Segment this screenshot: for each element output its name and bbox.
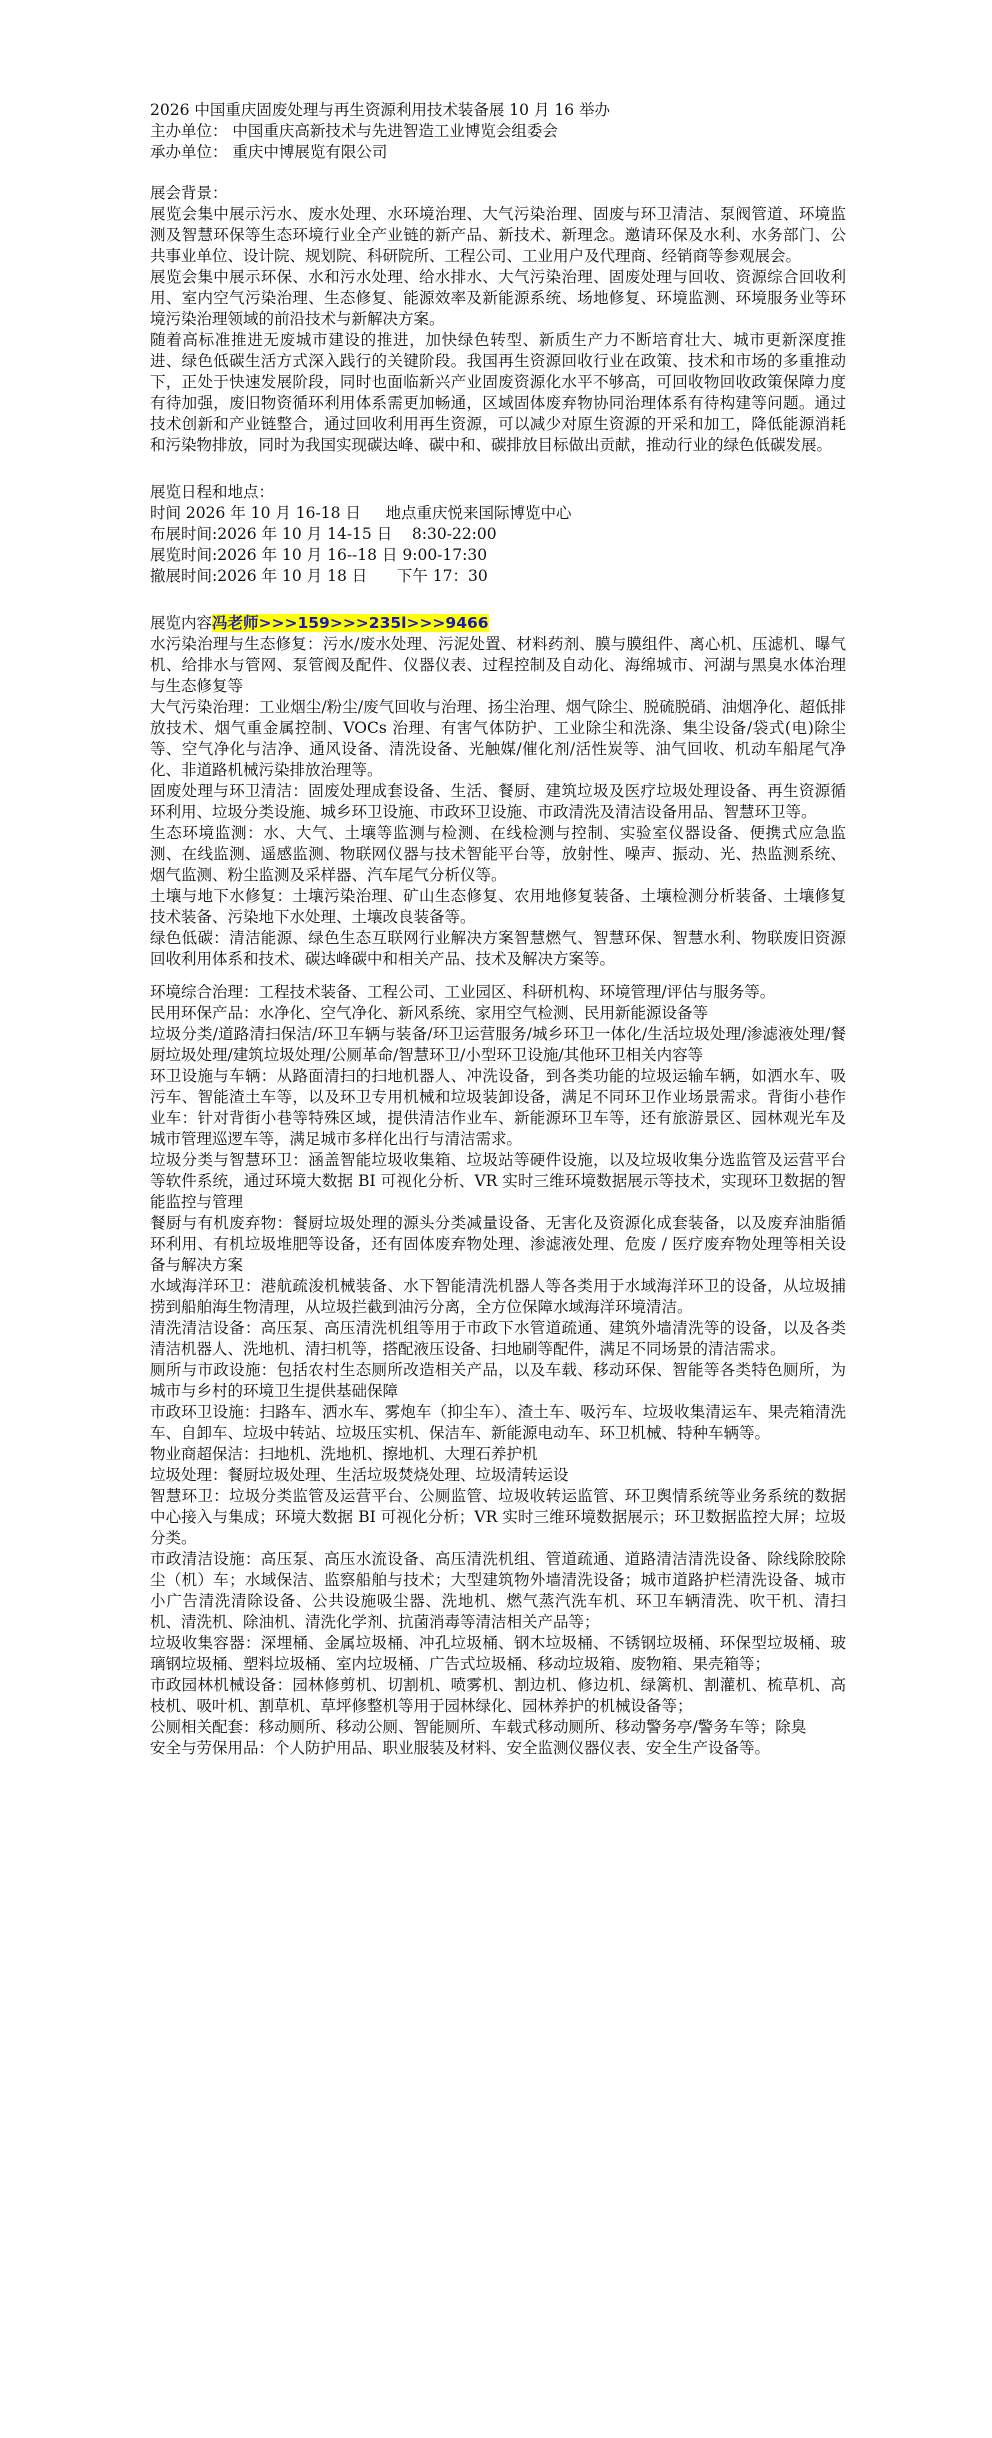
organizer-line: 主办单位： 中国重庆高新技术与先进智造工业博览会组委会 [150,122,558,140]
undertaker-line: 承办单位： 重庆中博展览有限公司 [150,143,388,161]
exhibit-item: 生态环境监测：水、大气、土壤等监测与检测、在线检测与控制、实验室仪器设备、便携式应急监测、在线监测、遥感监测、物联网仪器与技术智能平台等，放射性、噪声、振动、光、热监测系统、烟气监测、粉尘监测及采样器、汽车尾气分析仪等。 [150,824,846,884]
exhibits-heading-label: 展览内容 [150,614,213,632]
background-section [150,183,846,456]
exhibit-item: 物业商超保洁：扫地机、洗地机、擦地机、大理石养护机 [150,1445,538,1463]
exhibit-item: 清洗清洁设备：高压泵、高压清洗机组等用于市政下水管道疏通、建筑外墙清洗等的设备，以及各类清洁机器人、洗地机、清扫机等，搭配液压设备、扫地刷等配件，满足不同场景的清洁需求。 [150,1319,846,1358]
background-paragraph: 随着高标准推进无废城市建设的推进，加快绿色转型、新质生产力不断培育壮大、城市更新深度推进、绿色低碳生活方式深入践行的关键阶段。我国再生资源回收行业在政策、技术和市场的多重推动下，正处于快速发展阶段，同时也面临新兴产业固废资源化水平不够高，可回收物回收政策保障力度有待加强，废旧物资循环利用体系需更加畅通，区域固体废弃物协同治理体系有待构建等问题。通过技术创新和产业链整合，通过回收利用再生资源，可以减少对原生资源的开采和加工，降低能源消耗和污染物排放，同时为我国实现碳达峰、碳中和、碳排放目标做出贡献，推动行业的绿色低碳发展。 [150,331,846,454]
exhibit-item: 垃圾分类/道路清扫保洁/环卫车辆与装备/环卫运营服务/城乡环卫一体化/生活垃圾处理/渗滤液处理/餐厨垃圾处理/建筑垃圾处理/公厕革命/智慧环卫/小型环卫设施/其他环卫相关内容等 [150,1025,846,1064]
exhibit-item: 市政清洁设施：高压泵、高压水流设备、高压清洗机组、管道疏通、道路清洁清洗设备、除线除胶除尘（机）车；水域保洁、监察船舶与技术；大型建筑物外墙清洗设备；城市道路护栏清洗设备、城市小广告清洗清除设备、公共设施吸尘器、洗地机、燃气蒸汽洗车机、环卫车辆清洗、吹干机、清扫机、清洗机、除油机、清洗化学剂、抗菌消毒等清洁相关产品等； [150,1550,846,1631]
background-paragraph: 展览会集中展示环保、水和污水处理、给水排水、大气污染治理、固废处理与回收、资源综合回收利用、室内空气污染治理、生态修复、能源效率及新能源系统、场地修复、环境监测、环境服务业等环境污染治理领域的前沿技术与新解决方案。 [150,268,846,328]
exhibit-item: 土壤与地下水修复：土壤污染治理、矿山生态修复、农用地修复装备、土壤检测分析装备、土壤修复技术装备、污染地下水处理、土壤改良装备等。 [150,887,846,926]
exhibit-item: 水域海洋环卫：港航疏浚机械装备、水下智能清洗机器人等各类用于水域海洋环卫的设备，从垃圾捕捞到船舶海生物清理，从垃圾拦截到油污分离，全方位保障水域海洋环境清洁。 [150,1277,846,1316]
exhibit-item: 智慧环卫：垃圾分类监管及运营平台、公厕监管、垃圾收转运监管、环卫舆情系统等业务系统的数据中心接入与集成；环境大数据 BI 可视化分析；VR 实时三维环境数据展示；环卫数据监控大屏；垃圾分类。 [150,1487,846,1547]
exhibit-item: 大气污染治理：工业烟尘/粉尘/废气回收与治理、扬尘治理、烟气除尘、脱硫脱硝、油烟净化、超低排放技术、烟气重金属控制、VOCs 治理、有害气体防护、工业除尘和洗涤、集尘设备/袋式(电)除尘等、空气净化与洁净、通风设备、清洗设备、光触媒/催化剂/活性炭等、油气回收、机动车船尾气净化、非道路机械污染排放治理等。 [150,698,846,779]
exhibit-item: 水污染治理与生态修复：污水/废水处理、污泥处置、材料药剂、膜与膜组件、离心机、压滤机、曝气机、给排水与管网、泵管阀及配件、仪器仪表、过程控制及自动化、海绵城市、河湖与黑臭水体治理与生态修复等 [150,635,846,695]
schedule-line: 撤展时间:2026 年 10 月 18 日 下午 17：30 [150,567,488,585]
exhibit-item: 安全与劳保用品：个人防护用品、职业服装及材料、安全监测仪器仪表、安全生产设备等。 [150,1739,771,1757]
exhibit-item: 市政园林机械设备：园林修剪机、切割机、喷雾机、割边机、修边机、绿篱机、割灌机、梳草机、高枝机、吸叶机、割草机、草坪修整机等用于园林绿化、园林养护的机械设备等； [150,1676,846,1715]
exhibit-item: 垃圾处理：餐厨垃圾处理、生活垃圾焚烧处理、垃圾清转运设 [150,1466,569,1484]
exhibit-item: 公厕相关配套：移动厕所、移动公厕、智能厕所、车载式移动厕所、移动警务亭/警务车等；除臭 [150,1718,807,1736]
contact-highlight: 冯老师>>>159>>>235l>>>9466 [212,614,489,632]
schedule-line: 布展时间:2026 年 10 月 14-15 日 8:30-22:00 [150,525,497,543]
exhibit-item: 环卫设施与车辆：从路面清扫的扫地机器人、冲洗设备，到各类功能的垃圾运输车辆，如洒水车、吸污车、智能渣土车等，以及环卫专用机械和垃圾装卸设备，满足不同环卫作业场景需求。背街小巷作业车：针对背街小巷等特殊区域，提供清洁作业车、新能源环卫车等，还有旅游景区、园林观光车及城市管理巡逻车等，满足城市多样化出行与清洁需求。 [150,1067,846,1148]
schedule-line: 时间 2026 年 10 月 16-18 日 地点重庆悦来国际博览中心 [150,504,572,522]
exhibit-item: 垃圾分类与智慧环卫：涵盖智能垃圾收集箱、垃圾站等硬件设施，以及垃圾收集分选监管及运营平台等软件系统，通过环境大数据 BI 可视化分析、VR 实时三维环境数据展示等技术，实现环卫数据的智能监控与管理 [150,1151,846,1211]
schedule-line: 展览时间:2026 年 10 月 16--18 日 9:00-17:30 [150,546,488,564]
exhibits-heading [150,613,846,634]
schedule-heading: 展览日程和地点： [150,483,275,501]
exhibit-item: 市政环卫设施：扫路车、洒水车、雾炮车（抑尘车）、渣土车、吸污车、垃圾收集清运车、果壳箱清洗车、自卸车、垃圾中转站、垃圾压实机、保洁车、新能源电动车、环卫机械、特种车辆等。 [150,1403,846,1442]
exhibit-item: 厕所与市政设施：包括农村生态厕所改造相关产品，以及车载、移动环保、智能等各类特色厕所，为城市与乡村的环境卫生提供基础保障 [150,1361,846,1400]
exhibit-item: 环境综合治理：工程技术装备、工程公司、工业园区、科研机构、环境管理/评估与服务等。 [150,983,776,1001]
header-block [150,100,846,163]
document-title: 2026 中国重庆固废处理与再生资源利用技术装备展 10 月 16 举办 [150,101,611,119]
schedule-section [150,482,846,587]
exhibit-item: 垃圾收集容器：深埋桶、金属垃圾桶、冲孔垃圾桶、钢木垃圾桶、不锈钢垃圾桶、环保型垃圾桶、玻璃钢垃圾桶、塑料垃圾桶、室内垃圾桶、广告式垃圾桶、移动垃圾箱、废物箱、果壳箱等； [150,1634,846,1673]
exhibit-item: 民用环保产品：水净化、空气净化、新风系统、家用空气检测、民用新能源设备等 [150,1004,709,1022]
exhibits-section [150,613,846,1759]
background-heading: 展会背景： [150,184,228,202]
exhibit-item: 绿色低碳：清洁能源、绿色生态互联网行业解决方案智慧燃气、智慧环保、智慧水利、物联废旧资源回收利用体系和技术、碳达峰碳中和相关产品、技术及解决方案等。 [150,929,846,968]
exhibit-item: 餐厨与有机废弃物：餐厨垃圾处理的源头分类减量设备、无害化及资源化成套装备，以及废弃油脂循环利用、有机垃圾堆肥等设备，还有固体废弃物处理、渗滤液处理、危废 / 医疗废弃物处理等相关设备与解决方案 [150,1214,846,1274]
document-body [150,100,846,1759]
background-paragraph: 展览会集中展示污水、废水处理、水环境治理、大气污染治理、固废与环卫清洁、泵阀管道、环境监测及智慧环保等生态环境行业全产业链的新产品、新技术、新理念。邀请环保及水利、水务部门、公共事业单位、设计院、规划院、科研院所、工程公司、工业用户及代理商、经销商等参观展会。 [150,205,846,265]
exhibit-item: 固废处理与环卫清洁：固废处理成套设备、生活、餐厨、建筑垃圾及医疗垃圾处理设备、再生资源循环利用、垃圾分类设施、城乡环卫设施、市政环卫设施、市政清洗及清洁设备用品、智慧环卫等。 [150,782,846,821]
